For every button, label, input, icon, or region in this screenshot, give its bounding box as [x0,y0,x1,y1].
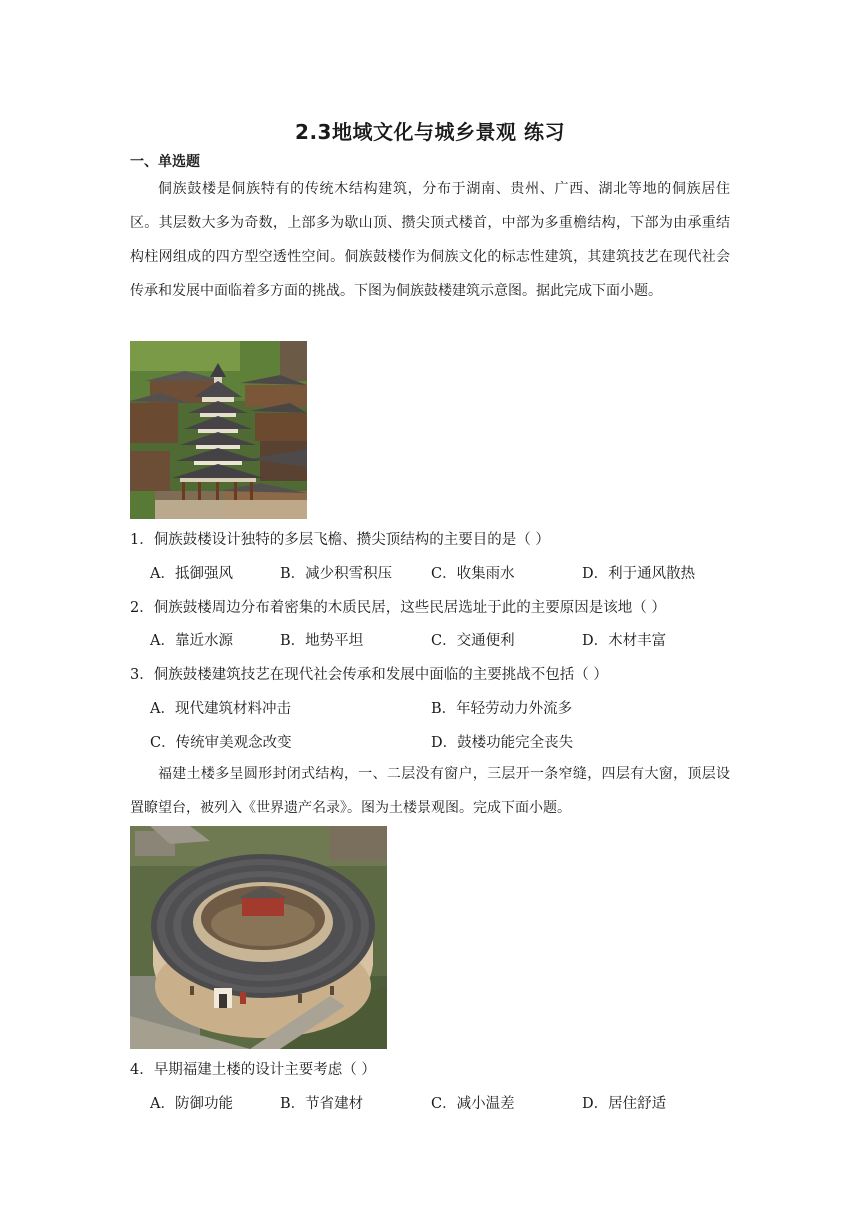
q1-option-d[interactable]: D．利于通风散热 [582,566,696,582]
q2-option-b[interactable]: B．地势平坦 [280,633,364,649]
question-3: 3．侗族鼓楼建筑技艺在现代社会传承和发展中面临的主要挑战不包括（ ） [130,667,608,683]
q3-option-d[interactable]: D．鼓楼功能完全丧失 [431,735,574,751]
q2-option-a[interactable]: A．靠近水源 [150,633,233,649]
q4-option-b[interactable]: B．节省建材 [280,1096,364,1112]
question-1: 1．侗族鼓楼设计独特的多层飞檐、攒尖顶结构的主要目的是（ ） [130,532,550,548]
q1-option-b[interactable]: B．减少积雪积压 [280,566,393,582]
section-heading: 一、单选题 [130,154,200,170]
passage-tulou: 福建土楼多呈圆形封闭式结构，一、二层没有窗户，三层开一条窄缝，四层有大窗，顶层设置瞭望台，被列入《世界遗产名录》。图为土楼景观图。完成下面小题。 [130,766,730,816]
q3-option-a[interactable]: A．现代建筑材料冲击 [150,701,291,717]
passage-drum-tower: 侗族鼓楼是侗族特有的传统木结构建筑，分布于湖南、贵州、广西、湖北等地的侗族居住区。其层数大多为奇数，上部多为歇山顶、攒尖顶式楼首，中部为多重檐结构，下部为由承重结构柱网组成的四方型空透性空间。侗族鼓楼作为侗族文化的标志性建筑，其建筑技艺在现代社会传承和发展中面临着多方面的挑战。下图为侗族鼓楼建筑示意图。据此完成下面小题。 [130,181,730,299]
q4-option-c[interactable]: C．减小温差 [431,1096,515,1112]
q3-option-b[interactable]: B．年轻劳动力外流多 [431,701,573,717]
drum-tower-photo [130,341,307,519]
document-title: 2.3地域文化与城乡景观 练习 [295,120,565,144]
q1-option-a[interactable]: A．抵御强风 [150,566,233,582]
tulou-photo [130,826,387,1049]
q2-option-c[interactable]: C．交通便利 [431,633,515,649]
question-4: 4．早期福建土楼的设计主要考虑（ ） [130,1062,376,1078]
q3-option-c[interactable]: C．传统审美观念改变 [150,735,292,751]
q1-option-c[interactable]: C．收集雨水 [431,566,515,582]
q4-option-a[interactable]: A．防御功能 [150,1096,233,1112]
question-2: 2．侗族鼓楼周边分布着密集的木质民居，这些民居选址于此的主要原因是该地（ ） [130,600,666,616]
q2-option-d[interactable]: D．木材丰富 [582,633,667,649]
q4-option-d[interactable]: D．居住舒适 [582,1096,667,1112]
